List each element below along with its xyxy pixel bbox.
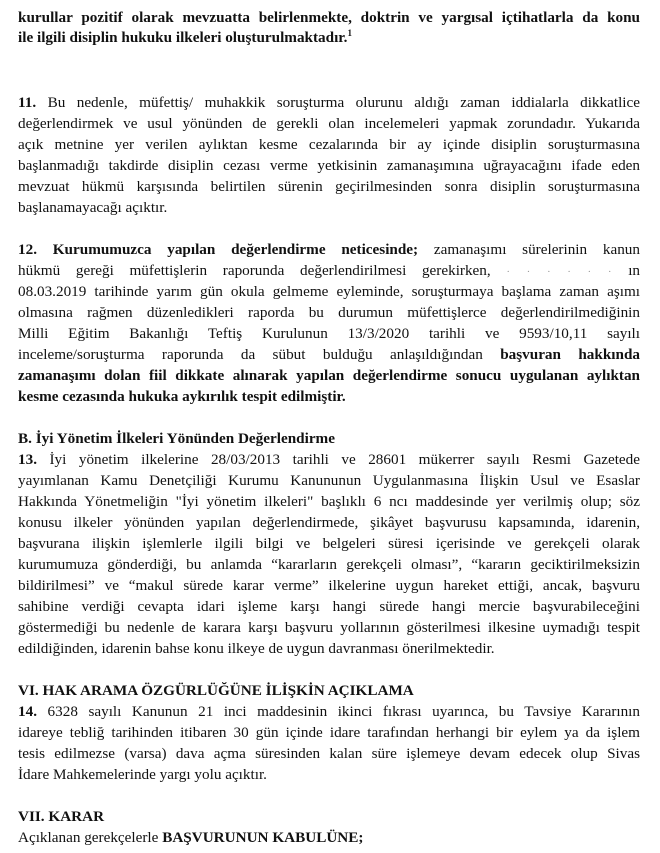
- section-vii-heading: VII. KARAR: [18, 808, 105, 825]
- decision-text: BAŞVURUNUN KABULÜNE;: [162, 829, 364, 846]
- text-line: İdare Mahkemelerinde yargı yolu açıktır.: [18, 766, 267, 783]
- text-line: başlanamayacağı açıktır.: [18, 199, 168, 216]
- text-line: idareye tebliğ tarihinden itibaren 30 gün içinde idare tarafından herhangi bir eylem ya da işlem: [18, 724, 640, 741]
- text-line: kesme cezasında hukuka aykırılık tespit edilmiştir.: [18, 388, 346, 405]
- text-line: başlanmadığı takdirde disiplin cezası verme yetkisinin zamanaşımına uğrayacağını ifade eden: [18, 157, 640, 174]
- text-line: bildirilmesi” ve “makul sürede karar verme” ilkelerine uygun hareket ettiği, ancak, başvuru: [18, 577, 640, 594]
- text-line: açık metnine yer verilen aylıktan kesme cezalarında bir ay içinde disiplin soruşturmasına: [18, 136, 640, 153]
- text-span: inceleme/soruşturma raporunda da sübut bulduğu anlaşıldığından: [18, 346, 483, 363]
- text-span: zamanaşımı sürelerinin kanun: [433, 241, 640, 258]
- text-line: kurullar pozitif olarak mevzuatta belirlenmekte, doktrin ve yargısal içtihatlarla da konu: [18, 9, 640, 26]
- decision-line: [18, 828, 640, 848]
- text-line: değerlendirmek ve usul yönünden de gerekli olan incelemeleri yapmak zorundadır. Yukarıda: [18, 115, 640, 132]
- text-line: zamanaşımı dolan fiil dikkate alınarak yapılan değerlendirme sonucu uygulanan aylıktan: [18, 367, 640, 384]
- text-line: kurumumuza gönderdiği, bu anlamda “kararların gerekçeli olması”, “kararın geciktirilmeksizin: [18, 556, 640, 573]
- text-line: başvurana ilişkin işlemlerle ilgili bilgi ve belgeleri süresi içerisinde ve gerekçeli olarak: [18, 535, 640, 552]
- text-line: sahibine verdiği cevapta idari işleme karşı hangi sürede hangi mercie başvurabileceğini: [18, 598, 640, 615]
- redacted-name: · · · · · ·: [506, 266, 613, 278]
- text-line: [18, 28, 640, 48]
- text-span-bold: başvuran hakkında: [500, 346, 640, 363]
- text-line: mevzuat hükmü karşısında belirtilen sürenin geçirilmesinden sonra disiplin soruşturmasına: [18, 178, 640, 195]
- text-line: Hakkında Yönetmeliğin "İyi yönetim ilkeleri" başlıklı 6 ncı maddesinde yer verilmiş olup; söz: [18, 493, 640, 510]
- paragraph-13-line: [18, 450, 640, 470]
- text-span: ile ilgili disiplin hukuku ilkeleri oluşturulmaktadır.: [18, 29, 348, 46]
- text-line: [18, 261, 640, 282]
- section-vi-heading: VI. HAK ARAMA ÖZGÜRLÜĞÜNE İLİŞKİN AÇIKLAMA: [18, 682, 414, 699]
- text-span: hükmü gereği müfettişlerin raporunda değerlendirilmesi gerekirken,: [18, 262, 491, 279]
- text-span: 6328 sayılı Kanunun 21 inci maddesinin ikinci fıkrası uyarınca, bu Tavsiye Kararının: [47, 703, 640, 720]
- footnote-marker: 1: [347, 28, 352, 38]
- text-span: Açıklanan gerekçelerle: [18, 829, 159, 846]
- paragraph-number: 11.: [18, 94, 37, 111]
- text-line: yayımlanan Kamu Denetçiliği Kurumu Kanununun Uygulanmasına İlişkin Usul ve Esaslar: [18, 472, 640, 489]
- text-line: olmasına rağmen düzenledikleri raporda bu durumun müfettişlerce değerlendirilmediğinin: [18, 304, 640, 321]
- paragraph-14-line: [18, 702, 640, 722]
- text-span: İyi yönetim ilkelerine 28/03/2013 tarihli ve 28601 mükerrer sayılı Resmi Gazetede: [49, 451, 640, 468]
- text-span: Bu nedenle, müfettiş/ muhakkik soruşturma olurunu aldığı zaman iddialarla dikkatlice: [47, 94, 640, 111]
- text-line: 08.03.2019 tarihinde yarım gün okula gelmeme eyleminde, soruşturmaya başlama zaman aşımı: [18, 283, 640, 300]
- text-line: edildiğinden, idarenin bahse konu ilkeye de uygun davranması önerilmektedir.: [18, 640, 495, 657]
- paragraph-11-line: [18, 93, 640, 113]
- text-line: konusu ilkeler yönünden yapılan değerlendirmede, şikâyet başvurusu kapsamında, idarenin,: [18, 514, 640, 531]
- paragraph-lead: 12. Kurumumuzca yapılan değerlendirme neticesinde;: [18, 241, 419, 258]
- section-b-heading: B. İyi Yönetim İlkeleri Yönünden Değerlendirme: [18, 430, 335, 447]
- text-line: göstermediği bu nedenle de karara karşı başvuru yollarının gösterilmesi ilkesine uymadığı tespit: [18, 619, 640, 636]
- text-span: ın: [628, 262, 641, 279]
- text-line: Milli Eğitim Bakanlığı Teftiş Kurulunun 13/3/2020 tarihli ve 9593/10,11 sayılı: [18, 325, 640, 342]
- paragraph-12-line: [18, 240, 640, 260]
- paragraph-number: 14.: [18, 703, 37, 720]
- text-line: [18, 345, 640, 365]
- text-line: tesis edilmezse (varsa) dava açma süresinden kalan süre işlemeye devam edecek olup Sivas: [18, 745, 640, 762]
- paragraph-number: 13.: [18, 451, 37, 468]
